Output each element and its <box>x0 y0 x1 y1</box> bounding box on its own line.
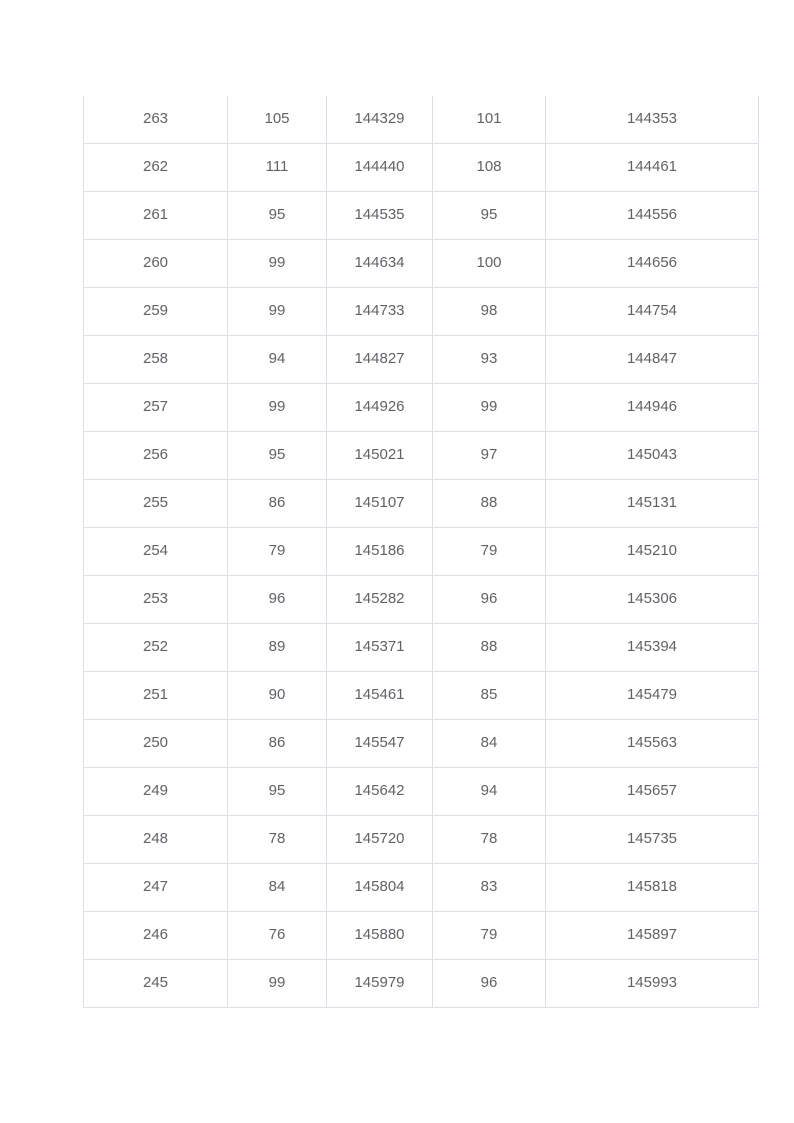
table-cell: 252 <box>84 624 228 672</box>
table-cell: 145043 <box>546 432 759 480</box>
table-cell: 144440 <box>327 144 433 192</box>
table-cell: 144847 <box>546 336 759 384</box>
score-distribution-table <box>83 96 759 1008</box>
table-row <box>84 672 759 720</box>
table-cell: 145547 <box>327 720 433 768</box>
table-cell: 145735 <box>546 816 759 864</box>
table-row <box>84 576 759 624</box>
table-cell: 99 <box>433 384 546 432</box>
table-cell: 94 <box>228 336 327 384</box>
table-row <box>84 480 759 528</box>
table-cell: 95 <box>228 432 327 480</box>
table-cell: 145993 <box>546 960 759 1008</box>
table-cell: 144926 <box>327 384 433 432</box>
table-cell: 256 <box>84 432 228 480</box>
table-row <box>84 864 759 912</box>
table-cell: 88 <box>433 480 546 528</box>
table-cell: 84 <box>433 720 546 768</box>
table-row <box>84 816 759 864</box>
table-row <box>84 912 759 960</box>
table-cell: 145131 <box>546 480 759 528</box>
table-cell: 79 <box>228 528 327 576</box>
table-row <box>84 192 759 240</box>
table-cell: 145282 <box>327 576 433 624</box>
table-cell: 144634 <box>327 240 433 288</box>
table-cell: 251 <box>84 672 228 720</box>
table-cell: 144353 <box>546 96 759 144</box>
table-cell: 145642 <box>327 768 433 816</box>
table-cell: 99 <box>228 240 327 288</box>
table-cell: 145394 <box>546 624 759 672</box>
table-cell: 86 <box>228 720 327 768</box>
table-body <box>84 96 759 1008</box>
table-cell: 95 <box>433 192 546 240</box>
table-cell: 260 <box>84 240 228 288</box>
table-cell: 145897 <box>546 912 759 960</box>
table-row <box>84 144 759 192</box>
table-cell: 89 <box>228 624 327 672</box>
table-cell: 99 <box>228 288 327 336</box>
table-row <box>84 528 759 576</box>
table-row <box>84 240 759 288</box>
table-cell: 83 <box>433 864 546 912</box>
table-cell: 98 <box>433 288 546 336</box>
table-cell: 95 <box>228 192 327 240</box>
table-cell: 145306 <box>546 576 759 624</box>
table-cell: 79 <box>433 912 546 960</box>
table-row <box>84 720 759 768</box>
table-cell: 247 <box>84 864 228 912</box>
table-cell: 257 <box>84 384 228 432</box>
table-cell: 249 <box>84 768 228 816</box>
table-cell: 145657 <box>546 768 759 816</box>
table-cell: 145804 <box>327 864 433 912</box>
table-cell: 79 <box>433 528 546 576</box>
table-cell: 78 <box>228 816 327 864</box>
table-row <box>84 432 759 480</box>
table-cell: 108 <box>433 144 546 192</box>
table-cell: 254 <box>84 528 228 576</box>
table-cell: 145563 <box>546 720 759 768</box>
table-cell: 145479 <box>546 672 759 720</box>
table-cell: 145979 <box>327 960 433 1008</box>
table-cell: 144535 <box>327 192 433 240</box>
table-cell: 105 <box>228 96 327 144</box>
table-cell: 144754 <box>546 288 759 336</box>
table-cell: 145461 <box>327 672 433 720</box>
table-cell: 96 <box>433 960 546 1008</box>
table-row <box>84 384 759 432</box>
table-cell: 250 <box>84 720 228 768</box>
table-cell: 145021 <box>327 432 433 480</box>
table-cell: 90 <box>228 672 327 720</box>
table-cell: 144733 <box>327 288 433 336</box>
table-cell: 145818 <box>546 864 759 912</box>
table-cell: 96 <box>433 576 546 624</box>
table-cell: 111 <box>228 144 327 192</box>
table-cell: 263 <box>84 96 228 144</box>
table-cell: 255 <box>84 480 228 528</box>
table-cell: 145720 <box>327 816 433 864</box>
table-cell: 145880 <box>327 912 433 960</box>
table-cell: 99 <box>228 384 327 432</box>
table-cell: 85 <box>433 672 546 720</box>
table-cell: 253 <box>84 576 228 624</box>
table-cell: 144329 <box>327 96 433 144</box>
table-cell: 258 <box>84 336 228 384</box>
table-cell: 99 <box>228 960 327 1008</box>
table-cell: 261 <box>84 192 228 240</box>
table-cell: 93 <box>433 336 546 384</box>
table-cell: 144946 <box>546 384 759 432</box>
table-cell: 145107 <box>327 480 433 528</box>
table-cell: 101 <box>433 96 546 144</box>
table-cell: 97 <box>433 432 546 480</box>
table-cell: 100 <box>433 240 546 288</box>
table-row <box>84 96 759 144</box>
table-cell: 76 <box>228 912 327 960</box>
table-cell: 262 <box>84 144 228 192</box>
table-cell: 95 <box>228 768 327 816</box>
table-row <box>84 288 759 336</box>
table-row <box>84 336 759 384</box>
table-cell: 84 <box>228 864 327 912</box>
table-row <box>84 768 759 816</box>
table-cell: 86 <box>228 480 327 528</box>
table-row <box>84 960 759 1008</box>
table-cell: 245 <box>84 960 228 1008</box>
table-cell: 88 <box>433 624 546 672</box>
table-cell: 144556 <box>546 192 759 240</box>
table-cell: 246 <box>84 912 228 960</box>
table-cell: 145371 <box>327 624 433 672</box>
table-cell: 94 <box>433 768 546 816</box>
table-cell: 145210 <box>546 528 759 576</box>
table-cell: 144827 <box>327 336 433 384</box>
table-cell: 78 <box>433 816 546 864</box>
table-cell: 96 <box>228 576 327 624</box>
table-row <box>84 624 759 672</box>
table-cell: 144656 <box>546 240 759 288</box>
table-cell: 259 <box>84 288 228 336</box>
table-cell: 248 <box>84 816 228 864</box>
table-cell: 144461 <box>546 144 759 192</box>
table-cell: 145186 <box>327 528 433 576</box>
